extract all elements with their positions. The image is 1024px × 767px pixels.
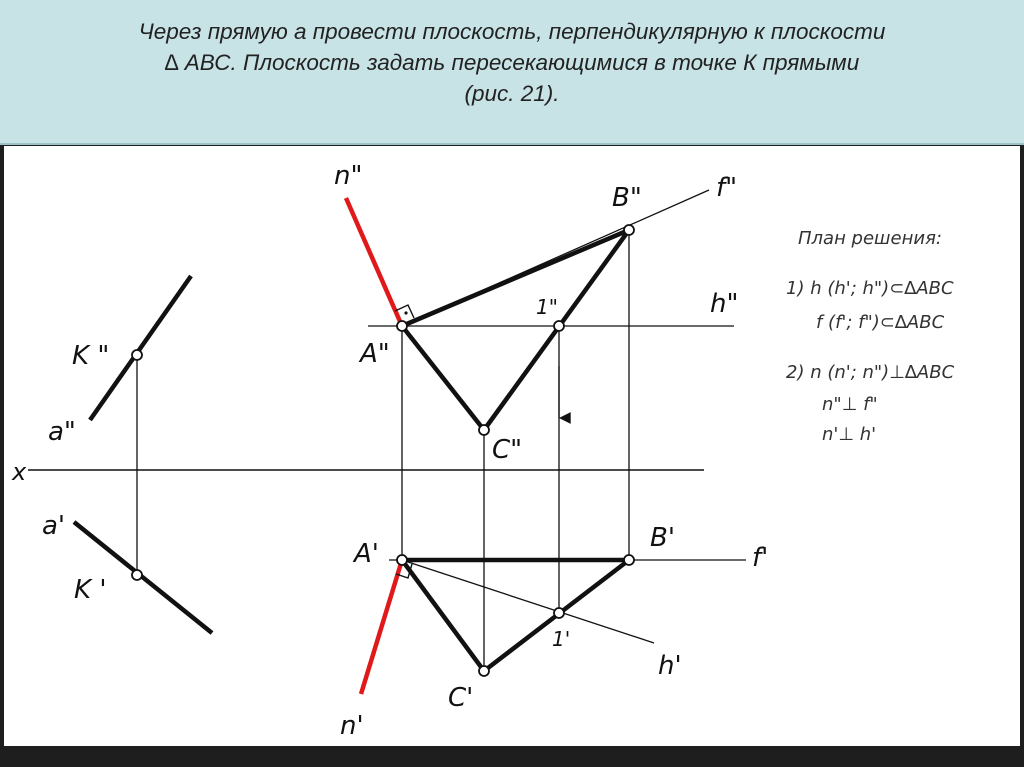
label-1-top: 1' [552,627,571,651]
side-C2A2 [402,326,484,430]
right-angle-dot-front [404,311,407,314]
header-panel [0,0,1024,145]
point-A1 [397,555,407,565]
point-B1 [624,555,634,565]
label-a2: a" [48,417,76,447]
point-C1 [479,666,489,676]
label-n1: n' [340,711,364,741]
n1-line [361,560,402,694]
label-h2: h" [710,289,739,319]
label-B2: B" [612,183,642,213]
label-h1: h' [658,651,682,681]
label-A2: A" [360,339,390,369]
label-A1: A' [354,539,379,569]
label-x-axis: x [12,458,27,486]
label-K2: K " [72,341,110,371]
plan-title: План решения: [798,228,942,249]
plan-step-1: 1) h (h'; h")⊂∆ABC [786,278,954,299]
point-K1 [132,570,142,580]
task-line-1: Через прямую а провести плоскость, перпендикулярную к плоскости [138,19,886,44]
label-C2: C" [492,435,523,465]
label-C1: C' [448,683,474,713]
task-line-3: (рис. 21). [464,81,560,106]
point-B2 [624,225,634,235]
plan-step-2: 2) n (n'; n")⊥∆ABC [786,362,955,383]
label-B1: B' [650,523,675,553]
plan-step-2a: n"⊥ f" [822,394,878,415]
plan-step-2b: n'⊥ h' [822,424,877,445]
label-1-front: 1" [536,295,558,319]
point-1-front [554,321,564,331]
label-f2: f" [716,173,738,203]
drawing-canvas [4,146,1020,746]
side-C1A1 [402,560,484,671]
label-a1: a' [42,511,66,541]
point-K2 [132,350,142,360]
task-line-2: ∆ АВС. Плоскость задать пересекающимися в точке К прямыми [164,50,860,75]
point-C2 [479,425,489,435]
point-A2 [397,321,407,331]
construction-drawing [4,146,1020,746]
label-f1: f' [752,543,769,573]
label-n2: n" [334,161,363,191]
n2-line [346,198,402,326]
label-K1: K ' [74,575,107,605]
plan-step-1b: f (f'; f")⊂∆ABC [816,312,945,333]
task-statement [0,16,1024,109]
point-1-top [554,608,564,618]
